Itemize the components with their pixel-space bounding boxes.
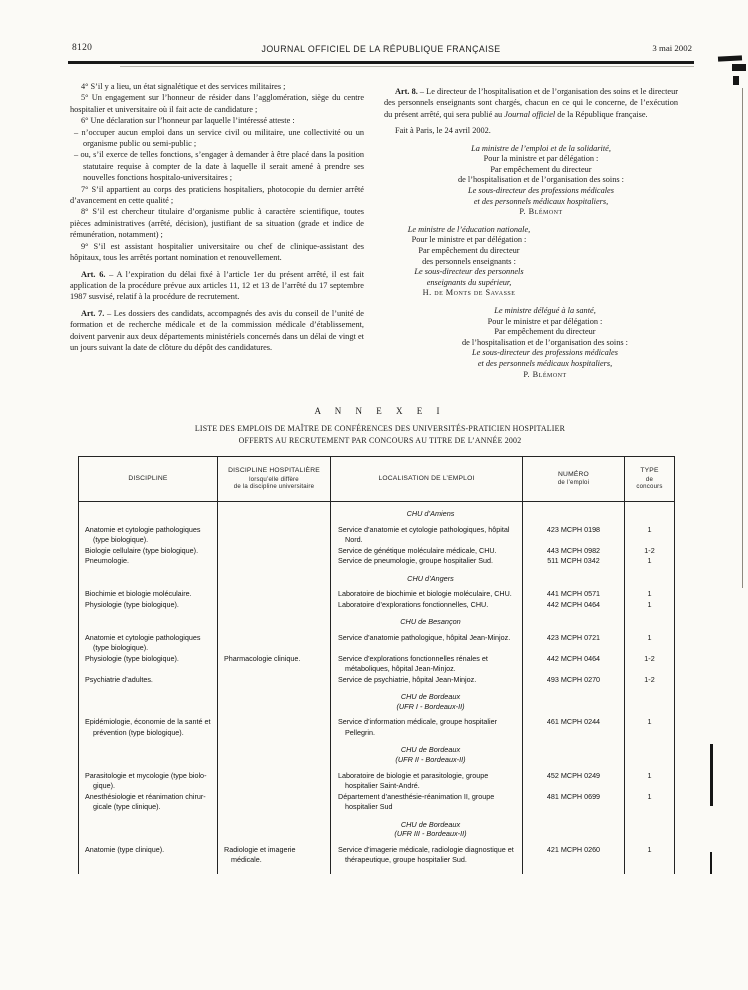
localisation-cell: Service de psychiatrie, hôpital Jean-Minjoz.	[331, 675, 523, 686]
signature-block	[322, 225, 616, 299]
hospital-discipline-cell	[218, 546, 331, 557]
paragraph: 7° S’il appartient au corps des praticiens hospitaliers, photocopie du dernier arrêté d’avancement en cette qualité ;	[70, 184, 364, 206]
numero-cell: 423 MCPH 0198	[523, 525, 625, 546]
discipline-cell: Anatomie et cytologie pathologiques (type biologique).	[85, 632, 201, 653]
scan-artifact	[710, 852, 712, 874]
concours-type-cell: 1	[625, 771, 675, 792]
chu-group-heading	[331, 813, 523, 845]
signature-line: La ministre de l’emploi et de la solidarité,	[471, 143, 611, 153]
signature-block	[398, 306, 692, 380]
hospital-discipline-cell	[218, 771, 331, 792]
signature-line: de l’hospitalisation et de l’organisation des soins :	[458, 175, 624, 185]
localisation-cell: Service d’anatomie pathologique, hôpital Jean-Minjoz.	[331, 633, 523, 654]
group-heading-row	[79, 813, 675, 845]
concours-type-cell: 1	[625, 589, 675, 600]
table-row	[79, 675, 675, 686]
hospital-discipline-cell: Radiologie et imagerie médicale.	[218, 845, 331, 866]
signature-line: de l’hospitalisation et de l’organisation des soins :	[462, 337, 628, 347]
hospital-discipline-cell	[218, 633, 331, 654]
concours-type-cell: 1	[625, 525, 675, 546]
page-header	[70, 43, 692, 57]
group-heading-line: CHU d’Angers	[407, 573, 454, 583]
group-heading-row	[79, 610, 675, 633]
discipline-cell: Biologie cellulaire (type biologique).	[85, 545, 199, 555]
group-heading-row	[79, 738, 675, 770]
localisation-cell: Département d’anesthésie-réanimation II, groupe hospitalier Sud	[331, 792, 523, 813]
header-line: de	[645, 475, 654, 483]
table-row	[79, 717, 675, 738]
scan-artifact	[732, 64, 746, 71]
discipline-cell: Physiologie (type biologique).	[85, 599, 179, 609]
signature-line: Par empêchement du directeur	[418, 245, 520, 255]
article-paragraph: Art. 7. – Les dossiers des candidats, accompagnés des avis du conseil de l’unité de formation et de recherche médicale et de la commission médicale d’établissement, doivent parvenir aux deux départements ministériels concernés dans un délai de vingt et un jours suivant la date de clôture du dépôt des candidatures.	[70, 308, 364, 352]
concours-type-cell: 1-2	[625, 654, 675, 675]
empty-cell	[523, 738, 625, 770]
hospital-discipline-cell	[218, 675, 331, 686]
signature-line: Pour la ministre et par délégation :	[483, 154, 599, 164]
discipline-cell: Biochimie et biologie moléculaire.	[85, 589, 192, 599]
header-line: concours	[636, 483, 663, 491]
empty-cell	[218, 502, 331, 525]
empty-cell	[523, 502, 625, 525]
article-paragraph: Art. 8. – Le directeur de l’hospitalisation et de l’organisation des soins et le directeur des personnels enseignants sont chargés, chacun en ce qui le concerne, de l’exécution du présent arrêté, qui sera publié au Journal officiel de la République française.	[384, 87, 678, 119]
concours-type-cell: 1	[625, 717, 675, 738]
signature-line: et des personnels médicaux hospitaliers,	[473, 196, 609, 206]
annexe-subtitle-line2: OFFERTS AU RECRUTEMENT PAR CONCOURS AU TITRE DE L’ANNÉE 2002	[238, 436, 522, 445]
header-rule-echo	[120, 66, 694, 67]
table-cut-off-row	[79, 866, 675, 874]
discipline-cell: Anatomie et cytologie pathologiques (type biologique).	[85, 524, 201, 545]
numero-cell: 481 MCPH 0699	[523, 792, 625, 813]
header-line: DISCIPLINE	[128, 474, 168, 482]
signature-line: Le sous-directeur des professions médicales	[472, 348, 618, 358]
discipline-cell: Parasitologie et mycologie (type biologique).	[85, 770, 207, 791]
concours-type-cell: 1	[625, 792, 675, 813]
concours-type-cell: 1	[625, 600, 675, 611]
localisation-cell: Service de génétique moléculaire médicale, CHU.	[331, 546, 523, 557]
discipline-cell: Physiologie (type biologique).	[85, 653, 179, 663]
table-row	[79, 556, 675, 567]
discipline-cell: Anesthésiologie et réanimation chirurgicale (type clinique).	[85, 791, 206, 812]
chu-group-heading	[331, 738, 523, 770]
header-line: DISCIPLINE HOSPITALIÈRE	[228, 467, 320, 475]
signature-line: des personnels enseignants :	[422, 256, 516, 266]
signature-line: Par empêchement du directeur	[494, 327, 596, 337]
empty-cell	[79, 738, 218, 770]
signature-line: Le sous-directeur des professions médicales	[468, 186, 614, 195]
numero-cell: 421 MCPH 0260	[523, 845, 625, 866]
left-text-column	[70, 81, 364, 380]
table-row	[79, 600, 675, 611]
group-heading-line: CHU de Bordeaux	[400, 692, 461, 702]
article-paragraph: Art. 6. – A l’expiration du délai fixé à l’article 1er du présent arrêté, il est fait application de la procédure prévue aux articles 11, 12 et 13 de l’arrêté du 17 septembre 1987 susvisé, relatif à la procédure de recrutement.	[70, 269, 364, 302]
dateline: Fait à Paris, le 24 avril 2002.	[395, 126, 491, 136]
page-number: 8120	[72, 43, 93, 53]
empty-cell	[218, 866, 331, 874]
signatory-name: P. Blémont	[519, 207, 563, 217]
header-rule	[68, 61, 694, 64]
discipline-cell: Anatomie (type clinique).	[85, 844, 165, 854]
concours-type-cell: 1-2	[625, 675, 675, 686]
table-row	[79, 654, 675, 675]
numero-cell: 511 MCPH 0342	[523, 556, 625, 567]
signatory-name: H. de Monts de Savasse	[422, 288, 516, 298]
discipline-cell: Epidémiologie, économie de la santé et prévention (type biologique).	[85, 717, 211, 737]
signature-line: Pour le ministre et par délégation :	[487, 316, 603, 326]
group-heading-line: (UFR I - Bordeaux-II)	[396, 701, 465, 711]
empty-cell	[218, 685, 331, 717]
hospital-discipline-cell	[218, 792, 331, 813]
scan-artifact	[742, 88, 743, 588]
table-row	[79, 525, 675, 546]
empty-cell	[218, 813, 331, 845]
group-heading-line: (UFR III - Bordeaux-II)	[394, 829, 467, 839]
paragraph: 5° Un engagement sur l’honneur de résider dans l’agglomération, siège du centre hospitalier et universitaire où il fait acte de candidature ;	[70, 93, 364, 114]
chu-group-heading	[331, 685, 523, 717]
empty-cell	[523, 866, 625, 874]
group-heading-row	[79, 502, 675, 525]
localisation-cell: Laboratoire de biochimie et biologie moléculaire, CHU.	[331, 589, 523, 600]
scan-artifact	[718, 55, 742, 61]
numero-cell: 443 MCPH 0982	[523, 546, 625, 557]
empty-cell	[79, 502, 218, 525]
hospital-discipline-cell	[218, 600, 331, 611]
group-heading-row	[79, 567, 675, 590]
header-line: LOCALISATION DE L’EMPLOI	[378, 474, 475, 482]
empty-cell	[523, 813, 625, 845]
signature-line: Le sous-directeur des personnels	[414, 267, 524, 277]
signature-line: Le ministre délégué à la santé,	[494, 305, 596, 315]
signature-line: Par empêchement du directeur	[490, 164, 592, 174]
empty-cell	[625, 502, 675, 525]
right-text-column	[384, 81, 678, 380]
numero-cell: 441 MCPH 0571	[523, 589, 625, 600]
numero-cell: 452 MCPH 0249	[523, 771, 625, 792]
header-line: de l’emploi	[557, 479, 590, 487]
concours-type-cell: 1-2	[625, 546, 675, 557]
col-discipline-hospitaliere	[218, 457, 331, 502]
signature-line: enseignants du supérieur,	[426, 277, 512, 287]
empty-cell	[625, 567, 675, 590]
group-heading-row	[79, 685, 675, 717]
signature-line: Le ministre de l’éducation nationale,	[407, 224, 531, 234]
paragraph: 6° Une déclaration sur l’honneur par laquelle l’intéressé atteste :	[81, 116, 295, 126]
table-row	[79, 792, 675, 813]
group-heading-line: (UFR II - Bordeaux-II)	[395, 755, 466, 765]
positions-table	[78, 456, 675, 874]
table-row	[79, 546, 675, 557]
hospital-discipline-cell	[218, 556, 331, 567]
signature-block	[394, 144, 688, 218]
hospital-discipline-cell	[218, 525, 331, 546]
numero-cell: 442 MCPH 0464	[523, 600, 625, 611]
empty-cell	[218, 610, 331, 633]
group-heading-line: CHU d’Amiens	[406, 509, 455, 518]
empty-cell	[625, 738, 675, 770]
group-heading-line: CHU de Bordeaux	[400, 745, 461, 755]
empty-cell	[523, 610, 625, 633]
empty-cell	[218, 567, 331, 590]
empty-cell	[79, 685, 218, 717]
localisation-cell: Service d’information médicale, groupe hospitalier Pellegrin.	[331, 717, 523, 738]
col-discipline	[79, 457, 218, 502]
numero-cell: 423 MCPH 0721	[523, 633, 625, 654]
paragraph: 4° S’il y a lieu, un état signalétique et des services militaires ;	[81, 82, 286, 91]
annexe-subtitle-line1: LISTE DES EMPLOIS DE MAÎTRE DE CONFÉRENCES DES UNIVERSITÉS-PRATICIEN HOSPITALIER	[194, 424, 566, 433]
col-type	[625, 457, 675, 502]
numero-cell: 493 MCPH 0270	[523, 675, 625, 686]
header-line: NUMÉRO	[558, 471, 589, 479]
hospital-discipline-cell: Pharmacologie clinique.	[218, 654, 331, 675]
table-row	[79, 771, 675, 792]
header-line: de la discipline universitaire	[233, 483, 315, 491]
chu-group-heading	[331, 502, 523, 525]
paragraph: 9° S’il est assistant hospitalier universitaire ou chef de clinique-assistant des hôpitaux, tous les arrêtés portant nomination et renouvellement.	[70, 241, 364, 263]
localisation-cell: Service de pneumologie, groupe hospitalier Sud.	[331, 556, 523, 567]
empty-cell	[79, 610, 218, 633]
numero-cell: 461 MCPH 0244	[523, 717, 625, 738]
paragraph: – n’occuper aucun emploi dans un service civil ou militaire, une collectivité ou un organisme public ou semi-public ;	[74, 127, 364, 149]
issue-date: 3 mai 2002	[652, 43, 692, 53]
table-header	[79, 457, 675, 502]
chu-group-heading	[331, 610, 523, 633]
scan-artifact	[733, 76, 739, 85]
discipline-cell: Psychiatrie d’adultes.	[85, 674, 153, 684]
concours-type-cell: 1	[625, 845, 675, 866]
empty-cell	[625, 813, 675, 845]
group-heading-line: CHU de Besançon	[400, 617, 461, 627]
empty-cell	[79, 813, 218, 845]
col-numero	[523, 457, 625, 502]
concours-type-cell: 1	[625, 633, 675, 654]
table-row	[79, 633, 675, 654]
hospital-discipline-cell	[218, 589, 331, 600]
hospital-discipline-cell	[218, 717, 331, 738]
signature-line: Pour le ministre et par délégation :	[411, 235, 527, 245]
localisation-cell: Laboratoire de biologie et parasitologie, groupe hospitalier Saint-André.	[331, 771, 523, 792]
concours-type-cell: 1	[625, 556, 675, 567]
localisation-cell: Service d’explorations fonctionnelles rénales et métaboliques, hôpital Jean-Minjoz.	[331, 654, 523, 675]
discipline-cell: Pneumologie.	[85, 556, 129, 566]
group-heading-line: CHU de Bordeaux	[400, 819, 461, 829]
localisation-cell: Laboratoire d’explorations fonctionnelles, CHU.	[331, 600, 523, 611]
paragraph: – ou, s’il exerce de telles fonctions, s’engager à demander à être placé dans la position statutaire requise à compter de la date à laquelle il serait amené à prendre ses nouvelles fonctions hospitalo-universitaires ;	[74, 150, 364, 183]
signatory-name: P. Blémont	[523, 369, 567, 379]
empty-cell	[625, 685, 675, 717]
empty-cell	[523, 685, 625, 717]
col-localisation	[331, 457, 523, 502]
empty-cell	[79, 567, 218, 590]
localisation-cell: Service d’imagerie médicale, radiologie diagnostique et thérapeutique, groupe hospitalier Sud.	[331, 845, 523, 866]
empty-cell	[218, 738, 331, 770]
header-line: TYPE	[640, 467, 659, 475]
empty-cell	[625, 610, 675, 633]
signature-line: et des personnels médicaux hospitaliers,	[477, 358, 613, 368]
localisation-cell: Service d’anatomie et cytologie pathologiques, hôpital Nord.	[331, 525, 523, 546]
empty-cell	[331, 866, 523, 874]
journal-title: JOURNAL OFFICIEL DE LA RÉPUBLIQUE FRANÇAISE	[261, 44, 501, 54]
empty-cell	[523, 567, 625, 590]
annexe-heading: A N N E X E I	[314, 406, 446, 416]
chu-group-heading	[331, 567, 523, 590]
header-line: lorsqu’elle diffère	[249, 475, 299, 483]
table-row	[79, 589, 675, 600]
body-columns	[70, 81, 678, 380]
empty-cell	[79, 866, 218, 874]
empty-cell	[625, 866, 675, 874]
scan-artifact	[710, 744, 713, 806]
numero-cell: 442 MCPH 0464	[523, 654, 625, 675]
paragraph: 8° S’il est chercheur titulaire d’organisme public à caractère scientifique, toutes pièces administratives (arrêté, décision), justifiant de sa situation (grade et indice de rémunération, notamment) ;	[70, 207, 364, 240]
table-row	[79, 845, 675, 866]
